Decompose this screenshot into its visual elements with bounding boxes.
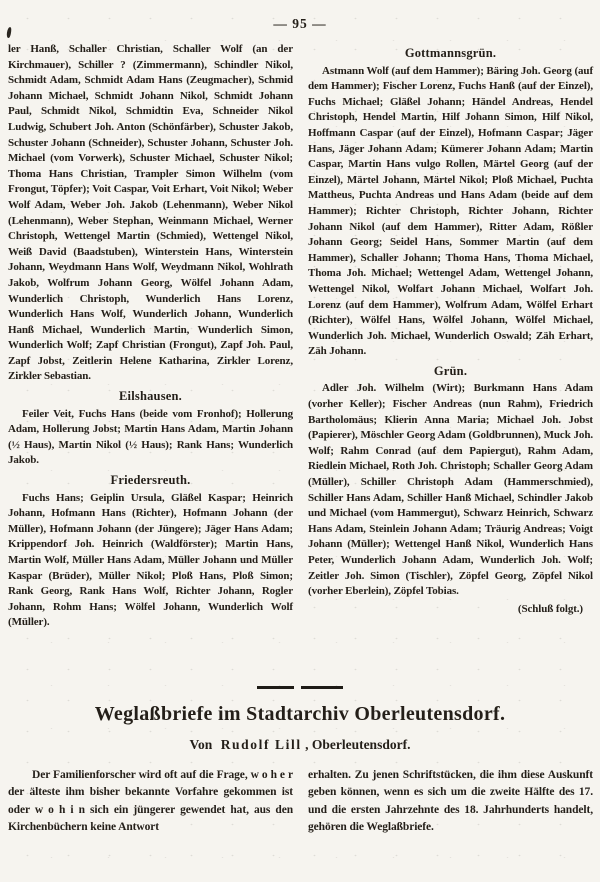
article-title: Weglaßbriefe im Stadtarchiv Oberleutensdorf. <box>94 702 506 725</box>
article-body-right-text: erhalten. Zu jenen Schriftstücken, die ihm diese Auskunft geben können, wenn es sich um die zweite Hälfte des 17. und die ersten Jahrzehnte des 18. Jahrhunderts handelt, gehören die Weglaßbriefe. <box>308 768 593 834</box>
section-heading-eilshausen: Eilshausen. <box>119 389 182 404</box>
byline-prefix: Von <box>189 736 213 752</box>
section-text-gottmannsgruen: Astmann Wolf (auf dem Hammer); Bäring Joh. Georg (auf dem Hammer); Fischer Lorenz, Fuchs Hanß (auf der Einzel), Fuchs Michael; Gläßel Johann; Händel Andreas, Hendel Christoph, Hendel Martin, Hilf Johann Simon, Hilf Nikol, Hoffmann Caspar (auf der Einzel), Hofmann Caspar; Jäger Hans, Jäger Johann Adam; Kümerer Johann Adam; Martin Caspar, Martin Hans vulgo Rollen, Märtel Georg (auf der Einzel), Märtel Johann, Märtel Nikol; Ploß Michael, Puchta Mattheus, Puchta Andreas und Hans Adam (beide auf dem Hammer); Richter Christoph, Richter Johann, Richter Johann Nikol (auf dem Hammer), Ritter Adam, Rößler Johann Georg; Seidel Hans, Sommer Martin (auf dem Hammer), Schaller Johann; Thoma Hans, Thoma Michael, Thoma Joh. Michael; Wettengel Adam, Wettengel Johann, Wettengel Nikol, Wolfart Johann Michael, Wolfart Joh. Lorenz (auf dem Hammer), Wolfrum Adam, Wölfel Erhart (Richter), Wölfel Hans, Wölfel Johann, Wölfel Michael, Wunderlich Joh. Michael, Wunderlich Oswald; Zäh Erhart, Zäh Johann. <box>308 64 594 358</box>
divider-segment <box>301 686 343 689</box>
article-section <box>0 703 600 863</box>
section-text-eilshausen: Feiler Veit, Fuchs Hans (beide vom Fronhof); Hollerung Adam, Hollerung Jobst; Martin Hans Adam, Martin Johann (½ Haus), Martin Nikol (½ Haus); Rank Hans; Wunderlich Jakob. <box>8 407 293 467</box>
article-body-left <box>8 767 293 863</box>
article-byline <box>0 737 600 753</box>
closing-note: (Schluß folgt.) <box>517 602 583 615</box>
name-list-columns <box>0 32 600 682</box>
section-heading-gottmannsgruen: Gottmannsgrün. <box>404 46 497 60</box>
article-body-left-text: Der Familienforscher wird oft auf die Frage, w o h e r der älteste ihm bisher bekannte Vorfahre gekommen ist oder w o h i n sich ein jüngerer gewendet hat, aus den Kirchenbüchern keine Antwort <box>8 768 293 834</box>
page-number: — 95 — <box>273 16 327 31</box>
byline-author: Rudolf Lill <box>220 736 302 752</box>
continuation-paragraph: ler Hanß, Schaller Christian, Schaller Wolf (an der Kirchmauer), Schiller ? (Zimmermann), Schindler Nikol, Schmidt Adam, Schmidt Adam Hans (Zeugmacher), Schmid Johann Michael, Schmidt Johann Nikol, Schmidt Johann Paul, Schmidt Nikol, Schmidtin Eva, Schneider Nikol Ludwig, Schubert Joh. Anton (Schönfärber), Schuster Jakob, Schuster Johann (Schneider), Schuster Johann, Schuster Joh. Michael (vom Vorwerk), Schuster Michael, Schuster Nikol; Thoma Hans Christian, Trampler Simon Wilhelm (vom Frongut, Töpfer); Voit Caspar, Voit Erhart, Voit Nikol; Weber Wolf Adam, Weber Joh. Jakob (Lehenmann), Weber Nikol (Lehenmann), Weber Stephan, Weinmann Michael, Werner Christoph, Wettengel Martin (Schmied), Wettengel Nikol, Weiß David (Baadstuben), Winterstein Hans, Winterstein Johann, Weydmann Hans Wolf, Weydmann Nikol, Wohlrath Jakob, Wolfrum Johann Georg, Wölfel Johann Adam, Wunderlich Christoph, Wunderlich Hans Lorenz, Wunderlich Hans Wolf, Wunderlich Johann, Wunderlich Hanß Michael, Wunderlich Martin, Wunderlich Simon, Wunderlich Wolf; Zapf Christian (Frongut), Zapf Joh. Paul, Zapf Jobst, Zeitlerin Helene Katharina, Zirkler Lorenz, Zirkler Sebastian. <box>8 43 293 383</box>
byline-suffix: , Oberleutensdorf. <box>305 736 411 752</box>
left-column <box>8 42 293 682</box>
section-text-friedersreuth: Fuchs Hans; Geiplin Ursula, Gläßel Kaspar; Heinrich Johann, Hofmann Hans (Richter), Hofmann Johann (der Müller), Hofmann Johann (der Jüngere); Jäger Hans Adam; Krippendorf Joh. Heinrich (Waldförster); Martin Hans, Martin Wolf, Müller Hans Adam, Müller Johann und Müller Kaspar (Brüder), Müller Nikol; Ploß Hans, Ploß Simon; Rank Georg, Rank Hans Wolf, Richter Johann, Rogler Johann, Rohm Hans; Wölfel Johann, Wunderlich Wolf (Müller). <box>8 491 293 629</box>
right-column <box>308 42 593 682</box>
article-body-columns <box>0 753 600 863</box>
section-heading-gruen: Grün. <box>433 363 468 378</box>
article-body-right <box>308 767 593 863</box>
section-text-gruen: Adler Joh. Wilhelm (Wirt); Burkmann Hans Adam (vorher Keller); Fischer Andreas (nun Rahm), Friedrich Bartholomäus; Klierin Anna Maria; Michael Joh. Jobst (Papierer), Möschler Georg Adam (Goldbrunnen), Muck Joh. Wolf; Rahm Conrad (auf dem Papiergut), Rahm Adam, Riedlein Michael, Roth Joh. Christoph; Schaller Georg Adam (Müller), Schiller Christoph Adam (Hammerschmied), Schiller Hans Adam, Schiller Hanß Michael, Schindler Jakob und Michael (vom Hammergut), Schwarz Heinrich, Schwarz Hans Adam, Steinlein Johann Adam; Träurig Andreas; Voigt Johann (Müller); Wettengel Hanß Nikol, Wunderlich Hans Peter, Wunderlich Johann Adam, Wunderlich Joh. Wolf; Zeitler Joh. Simon (Tischler), Zöpfel Georg, Zöpfel Nikol (vorher Eberlein), Zöpfel Tobias. <box>308 382 593 598</box>
section-divider-rule <box>0 686 600 689</box>
section-heading-friedersreuth: Friedersreuth. <box>110 473 191 488</box>
divider-segment <box>257 686 294 689</box>
